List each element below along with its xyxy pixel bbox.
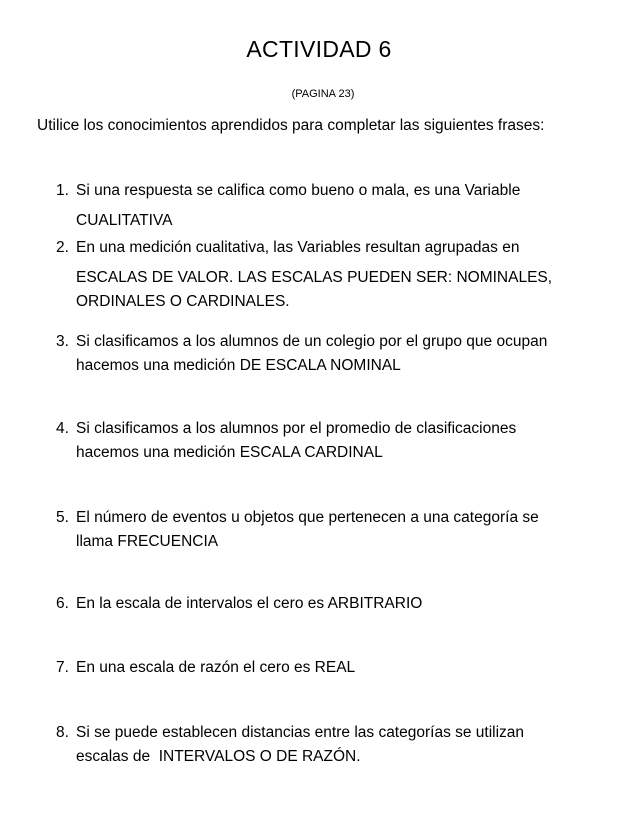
item-text-line: En la escala de intervalos el cero es ARBITRARIO xyxy=(76,595,423,612)
item-text-line: En una escala de razón el cero es REAL xyxy=(76,659,356,676)
list-item-2 xyxy=(56,236,616,314)
list-item-8 xyxy=(56,721,616,769)
item-number: 8. xyxy=(56,724,69,741)
item-number: 4. xyxy=(56,420,69,437)
list-item-5 xyxy=(56,506,616,554)
item-text-line: Si una respuesta se califica como bueno o mala, es una Variable xyxy=(76,182,521,199)
list-item-3 xyxy=(56,330,616,378)
item-text-line: En una medición cualitativa, las Variables resultan agrupadas en xyxy=(76,239,520,256)
item-number: 5. xyxy=(56,509,69,526)
item-text-line: Si clasificamos a los alumnos por el promedio de clasificaciones xyxy=(76,420,517,437)
item-text-line: hacemos una medición ESCALA CARDINAL xyxy=(76,444,383,461)
list-item-6 xyxy=(56,592,616,616)
list-item-7 xyxy=(56,656,616,680)
instruction-text: Utilice los conocimientos aprendidos para completar las siguientes frases: xyxy=(37,117,545,134)
page-title: ACTIVIDAD 6 xyxy=(246,36,392,62)
item-number: 1. xyxy=(56,182,69,199)
item-text-line: ORDINALES O CARDINALES. xyxy=(76,293,290,310)
item-text-line: llama FRECUENCIA xyxy=(76,533,219,550)
list-item-4 xyxy=(56,417,616,465)
item-text-line: Si clasificamos a los alumnos de un colegio por el grupo que ocupan xyxy=(76,333,548,350)
item-number: 6. xyxy=(56,595,69,612)
item-text-line: hacemos una medición DE ESCALA NOMINAL xyxy=(76,357,401,374)
item-text-line: escalas de INTERVALOS O DE RAZÓN. xyxy=(76,748,361,765)
page-subtitle: (PAGINA 23) xyxy=(291,88,355,100)
list-item-1 xyxy=(56,179,616,233)
item-text-line: ESCALAS DE VALOR. LAS ESCALAS PUEDEN SER: NOMINALES, xyxy=(76,269,553,286)
item-text-line: CUALITATIVA xyxy=(76,212,173,229)
item-number: 2. xyxy=(56,239,69,256)
item-text-line: Si se puede establecen distancias entre las categorías se utilizan xyxy=(76,724,525,741)
item-number: 7. xyxy=(56,659,69,676)
item-number: 3. xyxy=(56,333,69,350)
item-text-line: El número de eventos u objetos que pertenecen a una categoría se xyxy=(76,509,539,526)
